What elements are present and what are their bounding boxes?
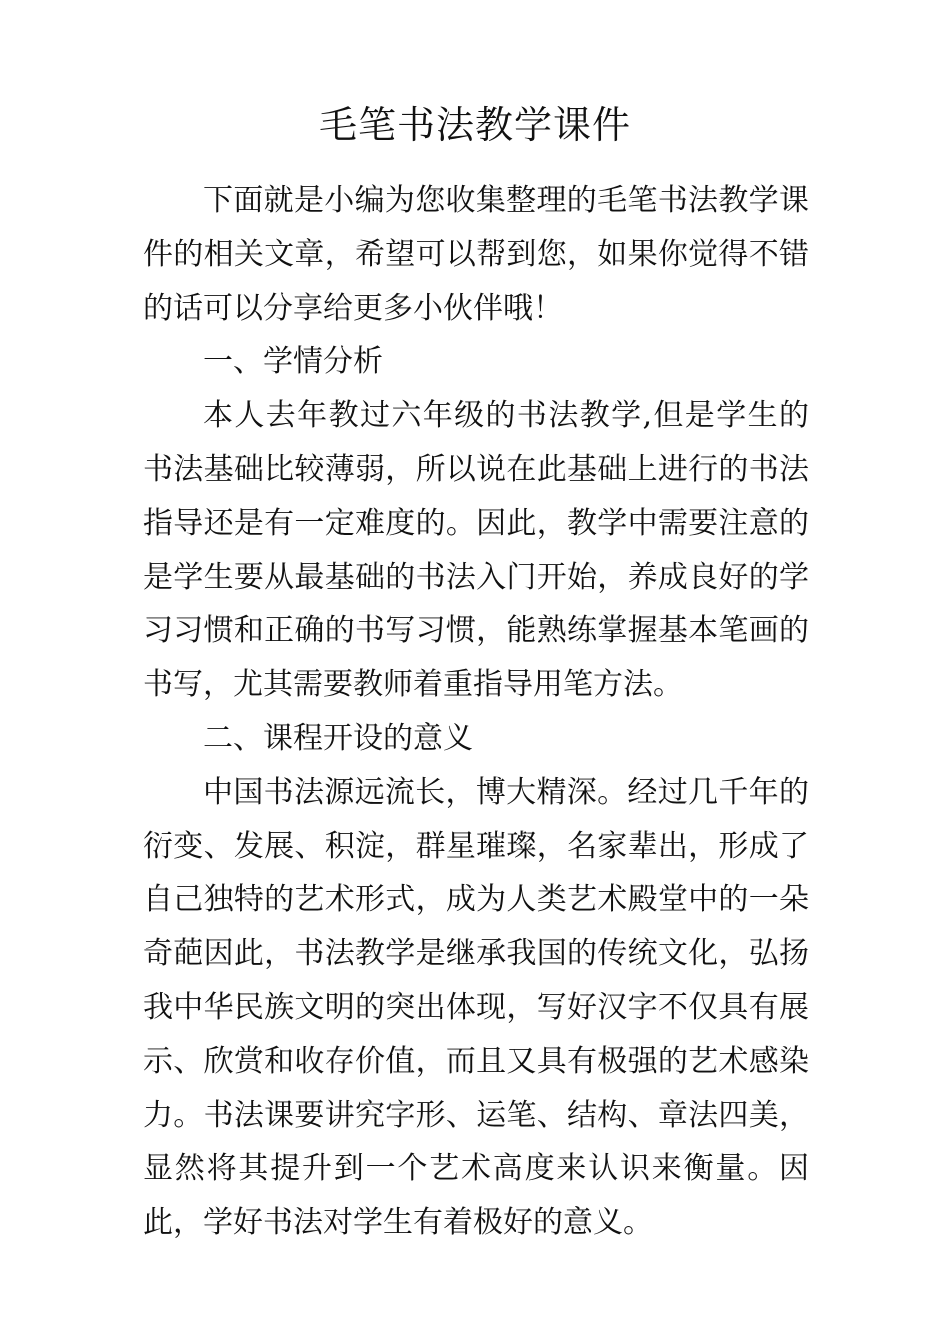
- section-heading-1: 一、学情分析: [203, 344, 383, 380]
- section-heading-2: 二、课程开设的意义: [203, 720, 473, 756]
- intro-paragraph: 下面就是小编为您收集整理的毛笔书法教学课件的相关文章，希望可以帮到您，如果你觉得不错的话可以分享给更多小伙伴哦！: [143, 183, 809, 326]
- section-1-paragraph: 本人去年教过六年级的书法教学,但是学生的书法基础比较薄弱，所以说在此基础上进行的书法指导还是有一定难度的。因此，教学中需要注意的是学生要从最基础的书法入门开始，养成良好的学习习惯和正确的书写习惯，能熟练掌握基本笔画的书写，尤其需要教师着重指导用笔方法。: [143, 398, 809, 703]
- document-body: [143, 174, 809, 1250]
- document-title: 毛笔书法教学课件: [318, 103, 631, 147]
- section-2-paragraph: 中国书法源远流长，博大精深。经过几千年的衍变、发展、积淀，群星璀璨，名家辈出，形成了自己独特的艺术形式，成为人类艺术殿堂中的一朵奇葩因此，书法教学是继承我国的传统文化，弘扬我中华民族文明的突出体现，写好汉字不仅具有展示、欣赏和收存价值，而且又具有极强的艺术感染力。书法课要讲究字形、运笔、结构、章法四美，显然将其提升到一个艺术高度来认识来衡量。因此，学好书法对学生有着极好的意义。: [143, 774, 809, 1241]
